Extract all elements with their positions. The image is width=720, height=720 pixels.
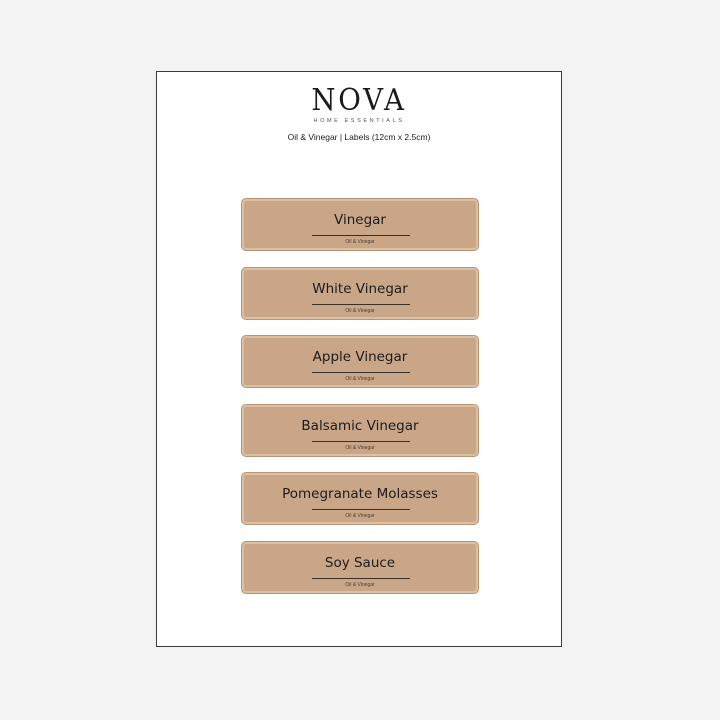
label-sheet [156,71,562,647]
label-divider [312,304,410,305]
label-category: Oil & Vinegar [345,581,375,588]
label-list [241,198,479,609]
label-category: Oil & Vinegar [345,513,375,519]
label-title: White Vinegar [312,280,408,297]
brand-tagline: HOME ESSENTIALS [313,118,405,124]
label-divider [312,372,410,373]
label-title: Pomegranate Molasses [282,486,438,502]
label-divider [312,235,410,236]
label-card [241,267,479,320]
sheet-subtitle: Oil & Vinegar | Labels (12cm x 2.5cm) [287,132,431,142]
label-card [241,541,479,594]
label-category: Oil & Vinegar [345,376,375,382]
label-card [241,472,479,525]
label-card [241,198,479,251]
label-category: Oil & Vinegar [345,239,375,245]
label-card [241,335,479,388]
label-title: Apple Vinegar [312,349,408,365]
label-divider [312,578,410,579]
label-title: Soy Sauce [324,554,396,571]
label-category: Oil & Vinegar [345,444,375,451]
brand-logo [157,83,561,125]
label-category: Oil & Vinegar [345,307,375,314]
brand-name: NOVA [311,83,407,118]
label-card [241,404,479,457]
label-title: Vinegar [334,212,386,228]
label-divider [312,441,410,442]
label-title: Balsamic Vinegar [301,417,419,434]
label-divider [312,509,410,510]
